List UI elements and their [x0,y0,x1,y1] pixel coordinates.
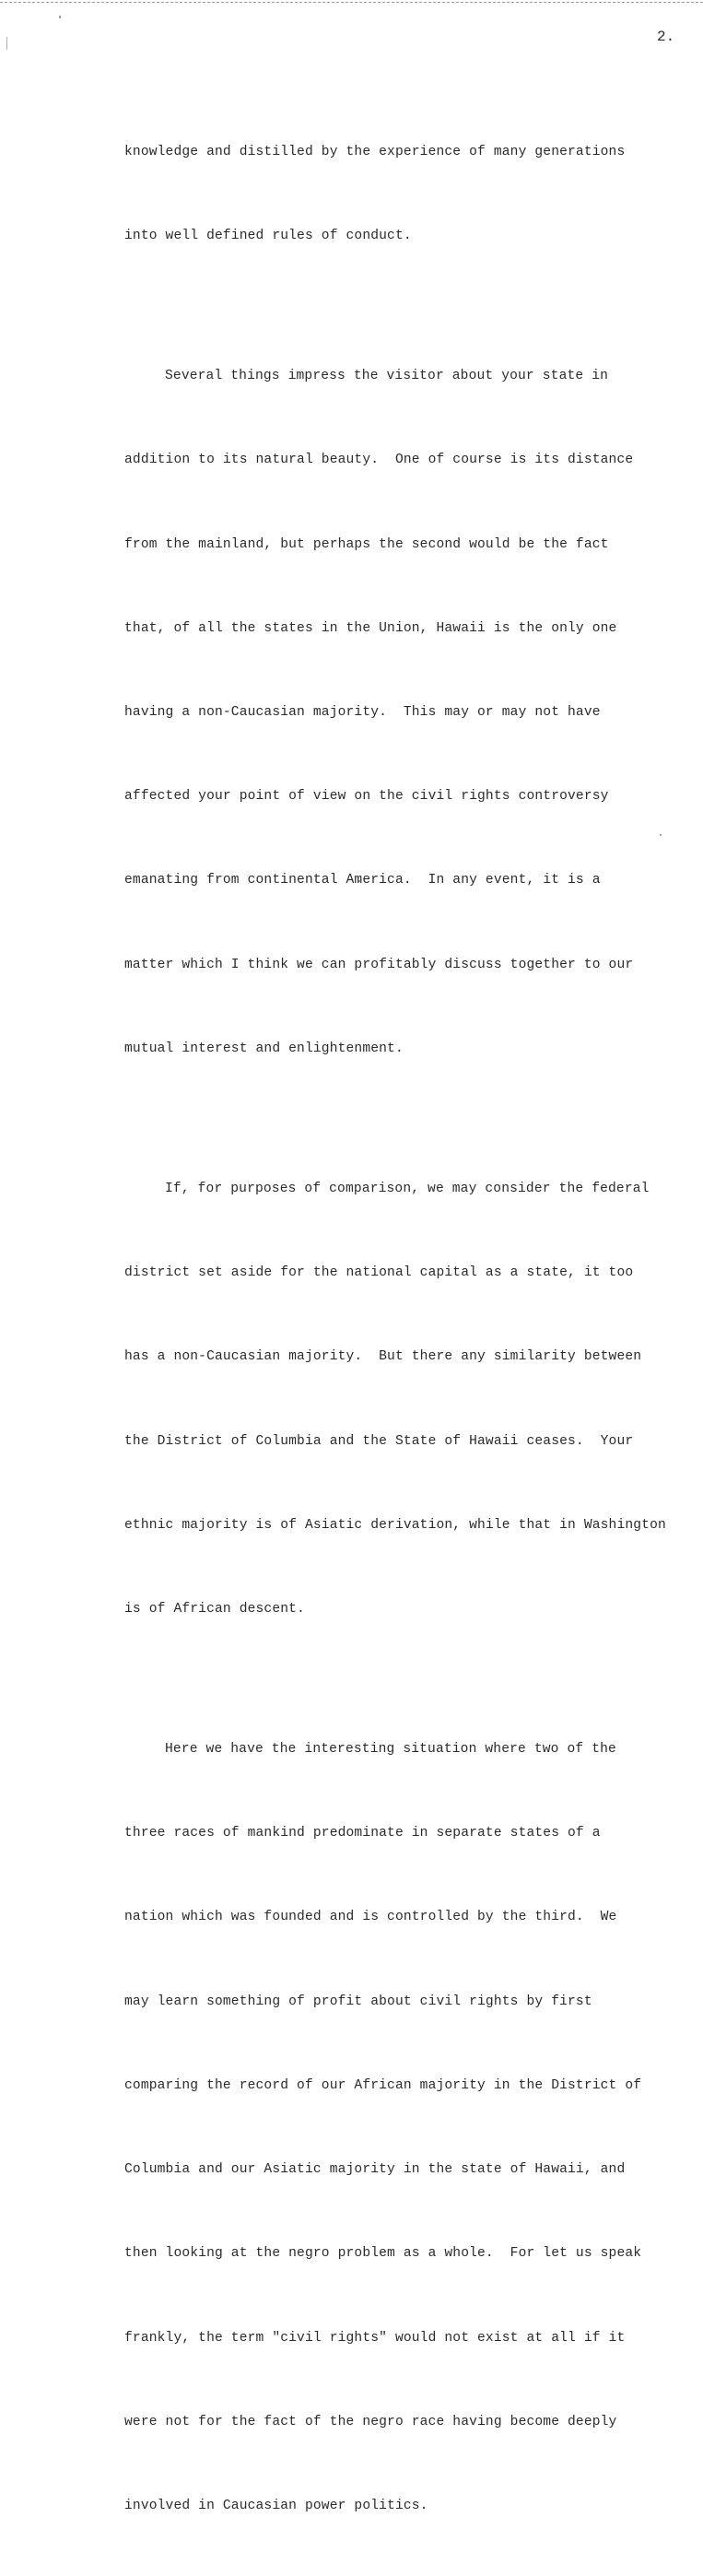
document-body [124,82,686,2576]
text-line: knowledge and distilled by the experience of many generations [124,144,626,159]
text-line: Here we have the interesting situation where two of the [165,1741,616,1757]
text-line: Several things impress the visitor about your state in [165,369,609,384]
text-line: ethnic majority is of Asiatic derivation, while that in Washington [124,1517,666,1533]
text-line: comparing the record of our African majority in the District of [124,2077,642,2093]
text-line: involved in Caucasian power politics. [124,2498,428,2513]
text-line: matter which I think we can profitably discuss together to our [124,957,634,972]
text-line: nation which was founded and is controlled by the third. We [124,1910,617,1925]
text-line: three races of mankind predominate in separate states of a [124,1826,601,1841]
text-line: addition to its natural beauty. One of course is its distance [124,453,634,468]
scan-mark [6,37,7,50]
text-line: may learn something of profit about civil rights by first [124,1994,592,2009]
text-line: mutual interest and enlightenment. [124,1041,404,1056]
paragraph [124,1119,686,1679]
text-line: having a non-Caucasian majority. This may or may not have [124,704,601,720]
text-line: then looking at the negro problem as a whole. For let us speak [124,2246,642,2262]
scan-mark [59,16,61,18]
text-line: has a non-Caucasian majority. But there any similarity between [124,1349,642,1365]
text-line: that, of all the states in the Union, Hawaii is the only one [124,620,617,636]
paragraph [124,306,686,1119]
text-line: If, for purposes of comparison, we may consider the federal [165,1181,650,1196]
text-line: affected your point of view on the civil rights controversy [124,789,609,805]
text-line: from the mainland, but perhaps the second would be the fact [124,536,609,552]
text-line: into well defined rules of conduct. [124,229,412,244]
paragraph [124,1679,686,2576]
text-line: the District of Columbia and the State of Hawaii ceases. Your [124,1433,634,1449]
text-line: is of African descent. [124,1601,305,1617]
text-line: frankly, the term "civil rights" would not exist at all if it [124,2330,626,2346]
text-line: district set aside for the national capital as a state, it too [124,1265,634,1281]
text-line: emanating from continental America. In any event, it is a [124,873,601,888]
page-number: 2. [657,29,675,45]
page-top-edge [0,2,703,3]
text-line: Columbia and our Asiatic majority in the state of Hawaii, and [124,2162,626,2178]
paragraph [124,82,686,306]
text-line: were not for the fact of the negro race having become deeply [124,2414,617,2429]
